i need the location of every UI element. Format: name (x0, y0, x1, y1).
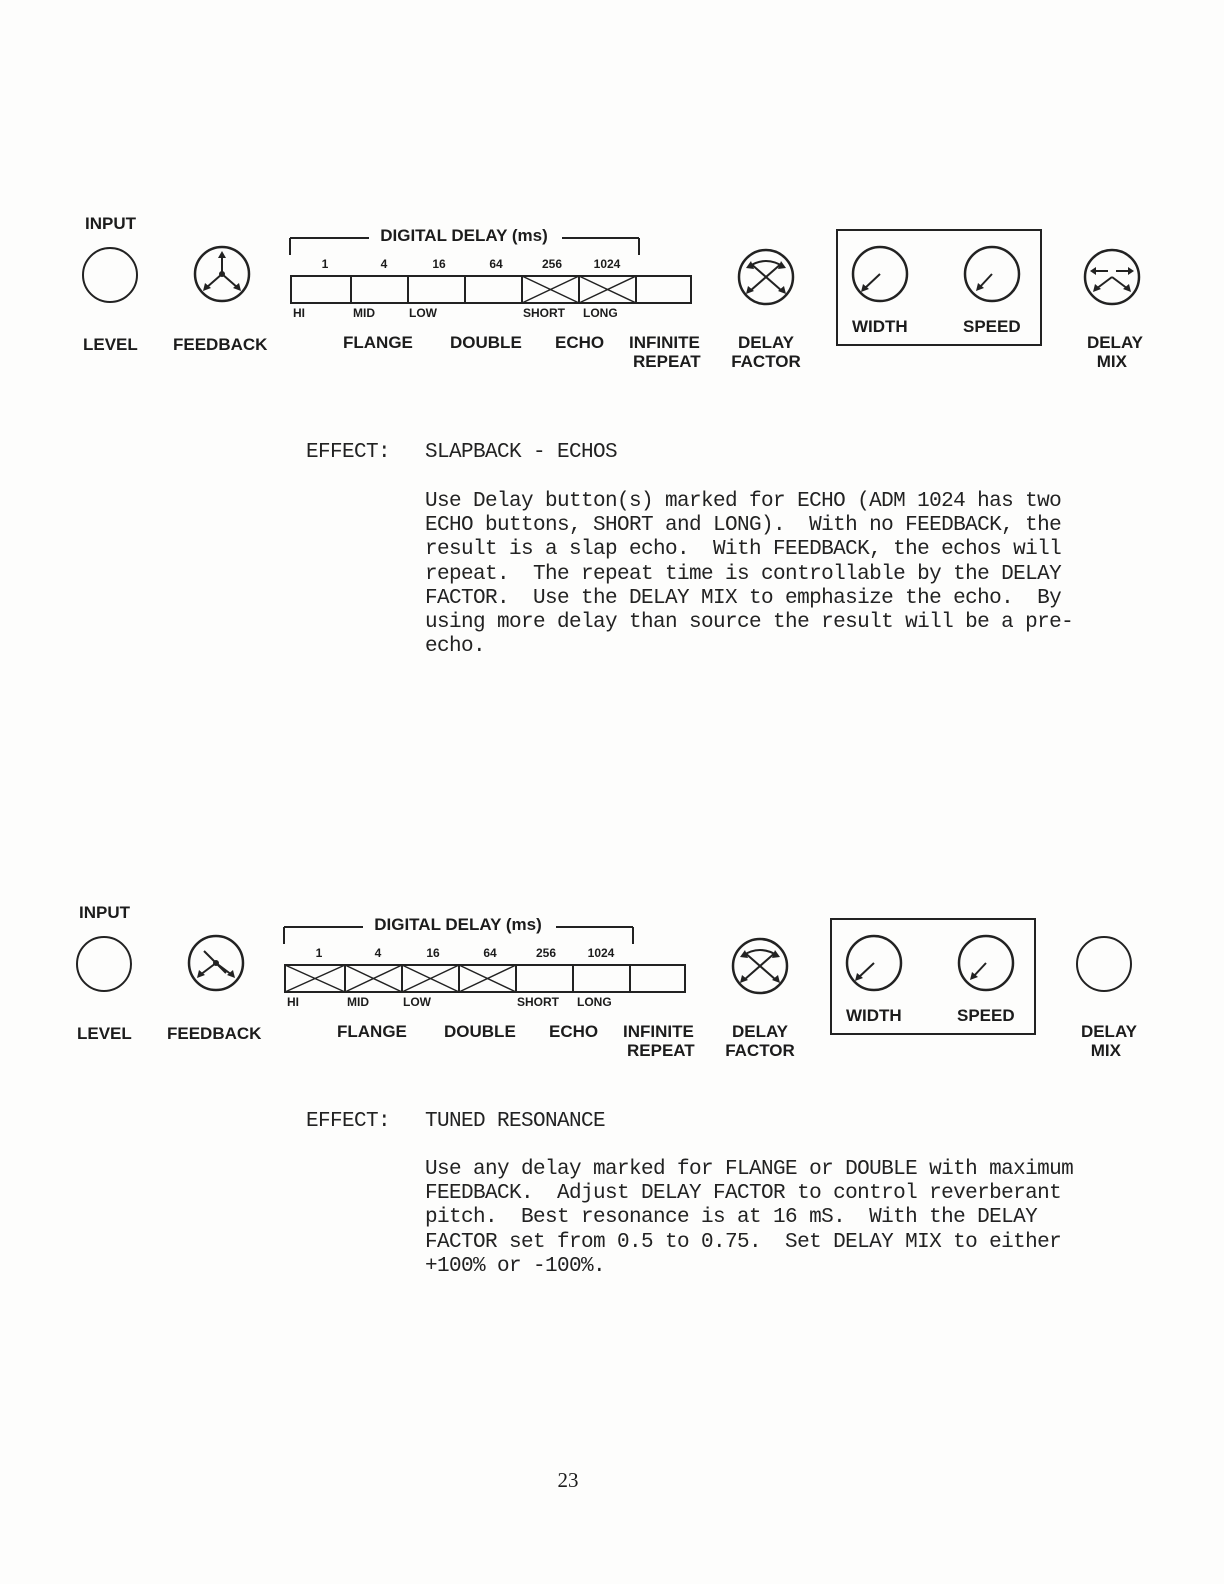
description-line: repeat. The repeat time is controllable by the DELAY (425, 562, 1062, 586)
effect-name: TUNED RESONANCE (425, 1110, 606, 1133)
delay-value: 256 (535, 946, 557, 960)
sub-label-short: SHORT (523, 306, 565, 320)
delay-value: 64 (489, 257, 503, 271)
effect-description (425, 1158, 1073, 1279)
mode-label-repeat: REPEAT (633, 352, 701, 371)
feedback-knob-icon[interactable] (186, 933, 246, 993)
effect-name: SLAPBACK - ECHOS (425, 441, 618, 464)
mode-label-echo: ECHO (555, 333, 605, 352)
delay-factor-label-line1: DELAY (737, 333, 795, 352)
sub-label-mid: MID (353, 306, 375, 320)
speed-knob-icon[interactable] (962, 244, 1022, 304)
delay-title: DIGITAL DELAY (ms) (374, 915, 542, 934)
control-panel-1 (0, 0, 1224, 400)
delay-value: 256 (541, 257, 563, 271)
sub-label-low: LOW (403, 995, 431, 1009)
effect-label: EFFECT: (306, 1110, 391, 1133)
sub-label-long: LONG (583, 306, 618, 320)
delay-factor-label-line2: FACTOR (725, 1041, 795, 1060)
mode-label-flange: FLANGE (337, 1022, 407, 1041)
delay-factor-label-line1: DELAY (731, 1022, 789, 1041)
mode-label-infinite: INFINITE (623, 1022, 694, 1041)
mode-label-double: DOUBLE (450, 333, 522, 352)
description-line: +100% or -100%. (425, 1254, 606, 1278)
feedback-label: FEEDBACK (173, 335, 268, 354)
delay-value: 1024 (593, 257, 621, 271)
delay-mix-knob-icon[interactable] (1082, 247, 1142, 307)
control-panel-2 (0, 689, 1218, 1089)
delay-value: 4 (380, 257, 388, 271)
sub-label-hi: HI (287, 995, 299, 1009)
effect-label: EFFECT: (306, 441, 391, 464)
description-line: FACTOR. Use the DELAY MIX to emphasize the echo. By (425, 586, 1062, 610)
speed-label: SPEED (957, 1006, 1015, 1025)
mode-label-repeat: REPEAT (627, 1041, 695, 1060)
speed-knob-icon[interactable] (956, 933, 1016, 993)
delay-mix-label-line1: DELAY (1086, 333, 1143, 352)
delay-mix-knob[interactable] (1076, 936, 1132, 992)
description-line: pitch. Best resonance is at 16 mS. With the DELAY (425, 1206, 1038, 1230)
width-knob-icon[interactable] (844, 933, 904, 993)
width-label: WIDTH (846, 1006, 902, 1025)
width-label: WIDTH (852, 317, 908, 336)
delay-value: 16 (426, 946, 440, 960)
delay-value: 1 (315, 946, 323, 960)
delay-value: 16 (432, 257, 446, 271)
delay-title: DIGITAL DELAY (ms) (380, 226, 548, 245)
mode-label-echo: ECHO (549, 1022, 599, 1041)
input-level-knob[interactable] (76, 936, 132, 992)
delay-value: 1 (321, 257, 329, 271)
sub-label-long: LONG (577, 995, 612, 1009)
feedback-knob-icon[interactable] (192, 244, 252, 304)
mode-label-flange: FLANGE (343, 333, 413, 352)
description-line: ECHO buttons, SHORT and LONG). With no FEEDBACK, the (425, 514, 1062, 538)
description-line: FEEDBACK. Adjust DELAY FACTOR to control reverberant (425, 1182, 1062, 1206)
delay-value: 4 (374, 946, 382, 960)
delay-factor-knob-icon[interactable] (736, 247, 796, 307)
delay-value: 1024 (587, 946, 615, 960)
width-knob-icon[interactable] (850, 244, 910, 304)
description-line: FACTOR set from 0.5 to 0.75. Set DELAY MIX to either (425, 1230, 1062, 1254)
description-line: Use Delay button(s) marked for ECHO (ADM 1024 has two (425, 490, 1062, 513)
feedback-label: FEEDBACK (167, 1024, 262, 1043)
mode-label-infinite: INFINITE (629, 333, 700, 352)
effect-description (425, 490, 1073, 659)
sub-label-low: LOW (409, 306, 437, 320)
description-line: using more delay than source the result will be a pre- (425, 611, 1074, 635)
delay-mix-label-line2: MIX (1090, 1041, 1121, 1060)
input-label: INPUT (85, 214, 136, 233)
speed-label: SPEED (963, 317, 1021, 336)
sub-label-short: SHORT (517, 995, 559, 1009)
input-level-knob[interactable] (82, 247, 138, 303)
delay-button-bar[interactable] (290, 275, 694, 305)
delay-mix-label-line1: DELAY (1080, 1022, 1137, 1041)
description-line: Use any delay marked for FLANGE or DOUBLE with maximum (425, 1158, 1074, 1181)
delay-factor-knob-icon[interactable] (730, 936, 790, 996)
delay-factor-label-line2: FACTOR (731, 352, 801, 371)
description-line: result is a slap echo. With FEEDBACK, the echos will (425, 538, 1062, 562)
input-label: INPUT (79, 903, 130, 922)
level-label: LEVEL (83, 335, 138, 354)
mode-label-double: DOUBLE (444, 1022, 516, 1041)
description-line: echo. (425, 635, 486, 659)
delay-mix-label-line2: MIX (1096, 352, 1127, 371)
sub-label-mid: MID (347, 995, 369, 1009)
sub-label-hi: HI (293, 306, 305, 320)
delay-button-bar[interactable] (284, 964, 688, 994)
level-label: LEVEL (77, 1024, 132, 1043)
delay-value: 64 (483, 946, 497, 960)
page-number: 23 (557, 1468, 579, 1492)
